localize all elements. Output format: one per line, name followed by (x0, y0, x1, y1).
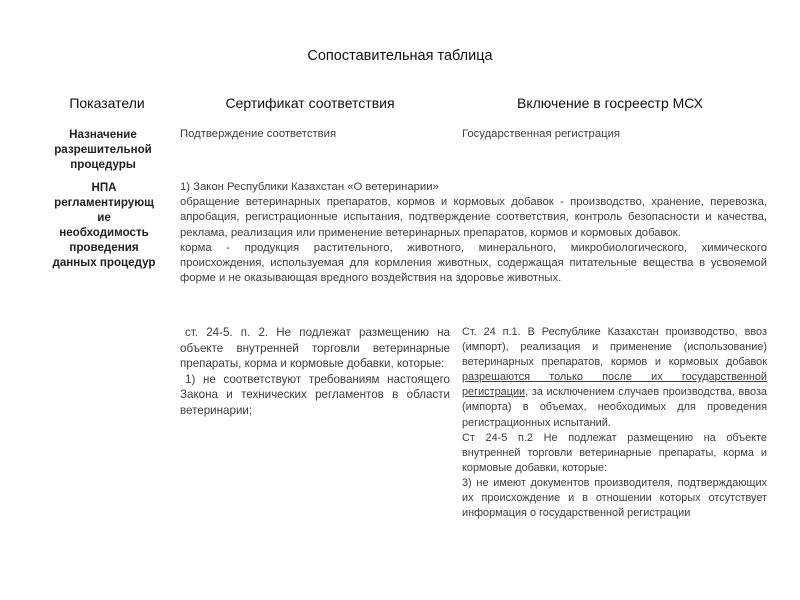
row-label-npa-line: ие (97, 211, 111, 224)
registry-article-text-end: , за исключением случаев производства, ввоза (импорта) в объемах, необходимых для проведения регистрационных испытаний. (462, 386, 767, 429)
column-header-certificate: Сертификат соответствия (225, 95, 395, 111)
definition-circulation: обращение ветеринарных препаратов, кормов и кормовых добавок - производство, хранение, перевозка, апробация, регистрационные испытания, подтверждение соответствия, контроль безопасности и качества, реклама, реализация или применение ветеринарных препаратов, кормов и кормовых добавок. (180, 196, 767, 239)
certificate-article: ст. 24-5. п. 2. Не подлежат размещению на объекте внутренней торговли ветеринарные препараты, корма и кормовые добавки, которые: (180, 326, 450, 370)
registry-article-24 (462, 325, 767, 431)
law-title: 1) Закон Республики Казахстан «О ветеринарии» (180, 181, 439, 193)
row-label-npa (40, 180, 168, 270)
definition-feed: корма - продукция растительного, животного, минерального, микробиологического, химического происхождения, используемая для кормления животных, содержащая питательные вещества в усвояемой форме и не оказывающая вредного воздействия на здоровье животных. (180, 241, 767, 285)
cell-purpose-registry: Государственная регистрация (462, 128, 621, 140)
column-header-indicators: Показатели (69, 95, 145, 111)
registry-article-24-5: Ст 24-5 п.2 Не подлежат размещению на объекте внутренней торговли ветеринарные препараты, корма и кормовые добавки, которые: (462, 431, 767, 474)
cell-npa-law (180, 180, 767, 286)
row-label-purpose: Назначение разрешительной процедуры (54, 128, 152, 171)
row-label-npa-line: необходимость (59, 226, 149, 239)
registry-underlined-text: разрешаются только после их государственной регистрации (462, 371, 767, 399)
page-title: Сопоставительная таблица (307, 48, 493, 64)
certificate-item: 1) не соответствуют требованиям настоящего Закона и технических регламентов в области ветеринарии; (180, 372, 450, 417)
cell-npa-registry (462, 325, 767, 521)
row-label-npa-line: данных процедур (52, 256, 156, 269)
row-label-npa-line: регламентирующ (54, 196, 154, 209)
registry-article-text: Ст. 24 п.1. В Республике Казахстан производство, ввоз (импорт), реализация и применение (использование) ветеринарных препаратов, кормов и кормовых добавок (462, 326, 767, 369)
cell-purpose-certificate: Подтверждение соответствия (180, 128, 337, 140)
registry-item-3: 3) не имеют документов производителя, подтверждающих их происхождение и в отношении которых отсутствует информация о государственной регистрации (462, 476, 767, 520)
row-label-npa-line: НПА (91, 181, 117, 194)
column-header-registry: Включение в госреестр МСХ (517, 95, 703, 111)
row-label-npa-line: проведения (69, 241, 139, 254)
cell-npa-certificate (180, 325, 450, 418)
